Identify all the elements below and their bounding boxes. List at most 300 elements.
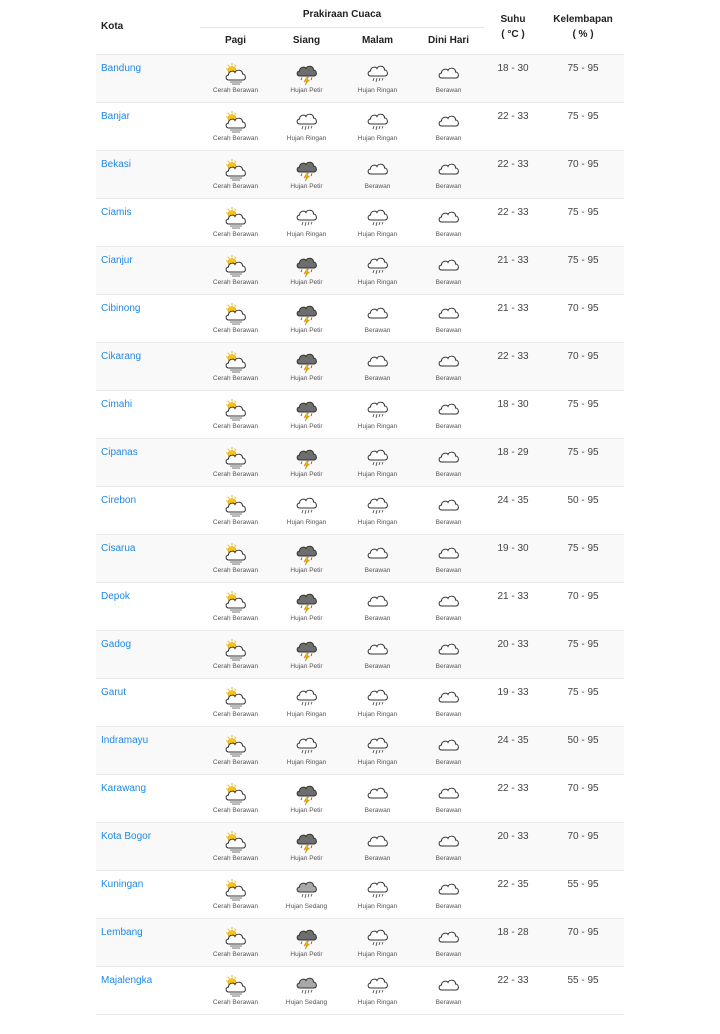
cloudy-icon [365,781,391,805]
light-rain-icon [365,205,391,229]
header-kelembapan [542,0,624,54]
humidity-range: 75 - 95 [567,398,599,410]
cloudy-icon [365,829,391,853]
temperature-range: 18 - 28 [497,926,529,938]
forecast-label: Berawan [435,518,462,526]
forecast-label: Hujan Ringan [286,710,327,718]
city-cell [96,294,200,342]
forecast-label: Hujan Petir [290,374,323,382]
temperature-range: 18 - 30 [497,398,529,410]
forecast-dini-hari-cell [413,486,484,534]
forecast-pagi-cell [200,582,271,630]
table-row [96,918,624,966]
forecast-label: Cerah Berawan [212,662,259,670]
header-kota: Kota [96,0,200,54]
light-rain-icon [365,397,391,421]
city-link[interactable]: Cipanas [101,446,138,458]
table-row [96,966,624,1014]
humidity-range: 50 - 95 [567,734,599,746]
forecast-label: Hujan Ringan [286,230,327,238]
forecast-dini-hari-cell [413,534,484,582]
forecast-pagi-cell [200,438,271,486]
table-row [96,294,624,342]
city-link[interactable]: Cianjur [101,254,133,266]
forecast-dini-hari-cell [413,774,484,822]
forecast-label: Hujan Ringan [357,230,398,238]
partly-cloudy-icon [223,733,249,757]
partly-cloudy-icon [223,157,249,181]
forecast-label: Berawan [435,86,462,94]
forecast-siang-cell [271,294,342,342]
cloudy-icon [365,301,391,325]
forecast-label: Berawan [435,902,462,910]
city-link[interactable]: Bekasi [101,158,132,170]
cloudy-icon [436,493,462,517]
cloudy-icon [365,157,391,181]
humidity-range: 75 - 95 [567,542,599,554]
forecast-label: Cerah Berawan [212,566,259,574]
city-link[interactable]: Cikarang [101,350,142,362]
forecast-dini-hari-cell [413,102,484,150]
forecast-label: Berawan [435,710,462,718]
humidity-range: 55 - 95 [567,974,599,986]
light-rain-icon [365,685,391,709]
city-link[interactable]: Banjar [101,110,130,122]
forecast-malam-cell [342,630,413,678]
temperature-range: 19 - 33 [497,686,529,698]
header-suhu-label: Suhu [500,13,526,25]
forecast-label: Berawan [435,134,462,142]
table-row [96,726,624,774]
forecast-pagi-cell [200,54,271,102]
city-link[interactable]: Indramayu [101,734,149,746]
cloudy-icon [436,109,462,133]
thunderstorm-icon [294,637,320,661]
temperature-range: 18 - 29 [497,446,529,458]
thunderstorm-icon [294,925,320,949]
city-cell [96,726,200,774]
forecast-label: Berawan [435,854,462,862]
cloudy-icon [436,589,462,613]
table-row [96,390,624,438]
temperature-range: 22 - 33 [497,110,529,122]
thunderstorm-icon [294,589,320,613]
forecast-label: Hujan Petir [290,326,323,334]
city-link[interactable]: Kota Bogor [101,830,152,842]
forecast-dini-hari-cell [413,630,484,678]
forecast-label: Hujan Petir [290,662,323,670]
cloudy-icon [436,877,462,901]
temperature-range: 20 - 33 [497,638,529,650]
forecast-label: Cerah Berawan [212,86,259,94]
header-malam: Malam [361,35,394,46]
forecast-pagi-cell [200,678,271,726]
partly-cloudy-icon [223,637,249,661]
forecast-label: Cerah Berawan [212,518,259,526]
table-row [96,54,624,102]
forecast-dini-hari-cell [413,438,484,486]
forecast-label: Hujan Ringan [357,518,398,526]
header-dini-hari: Dini Hari [427,35,470,46]
humidity-range: 70 - 95 [567,782,599,794]
forecast-malam-cell [342,966,413,1014]
cloudy-icon [436,157,462,181]
forecast-pagi-cell [200,534,271,582]
forecast-malam-cell [342,390,413,438]
forecast-label: Hujan Ringan [286,518,327,526]
forecast-pagi-cell [200,246,271,294]
light-rain-icon [365,733,391,757]
cloudy-icon [365,637,391,661]
forecast-label: Cerah Berawan [212,422,259,430]
city-link[interactable]: Gadog [101,638,132,650]
weather-forecast-table-container [96,0,624,1015]
forecast-malam-cell [342,102,413,150]
forecast-label: Berawan [364,854,391,862]
cloudy-icon [436,301,462,325]
forecast-label: Hujan Ringan [357,470,398,478]
city-link[interactable]: Cirebon [101,494,137,506]
forecast-siang-cell [271,438,342,486]
city-link[interactable]: Garut [101,686,127,698]
thunderstorm-icon [294,829,320,853]
partly-cloudy-icon [223,109,249,133]
forecast-malam-cell [342,198,413,246]
table-row [96,102,624,150]
forecast-label: Hujan Ringan [357,422,398,430]
city-cell [96,102,200,150]
moderate-rain-icon [294,877,320,901]
table-row [96,870,624,918]
humidity-range: 70 - 95 [567,590,599,602]
forecast-label: Hujan Ringan [357,134,398,142]
thunderstorm-icon [294,157,320,181]
city-cell [96,486,200,534]
partly-cloudy-icon [223,685,249,709]
forecast-label: Hujan Petir [290,470,323,478]
forecast-label: Hujan Ringan [357,86,398,94]
forecast-pagi-cell [200,102,271,150]
forecast-pagi-cell [200,966,271,1014]
cloudy-icon [365,589,391,613]
partly-cloudy-icon [223,973,249,997]
forecast-dini-hari-cell [413,582,484,630]
light-rain-icon [365,973,391,997]
light-rain-icon [365,253,391,277]
forecast-label: Hujan Petir [290,566,323,574]
table-row [96,534,624,582]
forecast-dini-hari-cell [413,198,484,246]
forecast-label: Berawan [435,998,462,1006]
humidity-range: 75 - 95 [567,638,599,650]
cloudy-icon [436,349,462,373]
forecast-label: Cerah Berawan [212,230,259,238]
forecast-malam-cell [342,486,413,534]
city-cell [96,918,200,966]
forecast-pagi-cell [200,630,271,678]
city-cell [96,870,200,918]
forecast-label: Hujan Petir [290,854,323,862]
temperature-range: 21 - 33 [497,254,529,266]
forecast-malam-cell [342,582,413,630]
forecast-label: Cerah Berawan [212,182,259,190]
city-link[interactable]: Kuningan [101,878,144,890]
thunderstorm-icon [294,253,320,277]
table-body [96,54,624,1014]
cloudy-icon [436,733,462,757]
forecast-malam-cell [342,294,413,342]
city-cell [96,582,200,630]
forecast-label: Hujan Ringan [286,134,327,142]
cloudy-icon [436,781,462,805]
partly-cloudy-icon [223,445,249,469]
city-link[interactable]: Depok [101,590,130,602]
humidity-range: 75 - 95 [567,110,599,122]
header-suhu [484,0,542,54]
city-link[interactable]: Karawang [101,782,147,794]
forecast-label: Cerah Berawan [212,950,259,958]
forecast-label: Hujan Petir [290,806,323,814]
partly-cloudy-icon [223,397,249,421]
table-row [96,630,624,678]
temperature-range: 21 - 33 [497,590,529,602]
humidity-range: 70 - 95 [567,926,599,938]
temperature-range: 22 - 33 [497,158,529,170]
forecast-siang-cell [271,678,342,726]
table-row [96,486,624,534]
forecast-malam-cell [342,534,413,582]
humidity-range: 70 - 95 [567,830,599,842]
forecast-label: Berawan [435,758,462,766]
thunderstorm-icon [294,781,320,805]
city-cell [96,678,200,726]
cloudy-icon [436,829,462,853]
temperature-range: 20 - 33 [497,830,529,842]
forecast-label: Hujan Sedang [285,902,328,910]
forecast-siang-cell [271,630,342,678]
light-rain-icon [365,445,391,469]
forecast-label: Berawan [435,278,462,286]
city-cell [96,630,200,678]
forecast-label: Hujan Ringan [357,710,398,718]
forecast-siang-cell [271,102,342,150]
cloudy-icon [436,541,462,565]
forecast-dini-hari-cell [413,54,484,102]
forecast-dini-hari-cell [413,918,484,966]
humidity-range: 75 - 95 [567,446,599,458]
forecast-label: Hujan Petir [290,86,323,94]
light-rain-icon [365,493,391,517]
city-link[interactable]: Majalengka [101,974,153,986]
forecast-label: Hujan Petir [290,278,323,286]
partly-cloudy-icon [223,925,249,949]
cloudy-icon [436,637,462,661]
temperature-range: 19 - 30 [497,542,529,554]
table-row [96,342,624,390]
temperature-range: 24 - 35 [497,734,529,746]
partly-cloudy-icon [223,877,249,901]
forecast-label: Berawan [435,614,462,622]
forecast-label: Cerah Berawan [212,806,259,814]
forecast-siang-cell [271,150,342,198]
forecast-pagi-cell [200,342,271,390]
partly-cloudy-icon [223,541,249,565]
forecast-label: Cerah Berawan [212,758,259,766]
city-link[interactable]: Bandung [101,62,142,74]
forecast-pagi-cell [200,150,271,198]
forecast-malam-cell [342,822,413,870]
temperature-range: 22 - 33 [497,206,529,218]
forecast-dini-hari-cell [413,294,484,342]
header-suhu-unit: ( °C ) [501,28,525,40]
thunderstorm-icon [294,301,320,325]
light-rain-icon [365,109,391,133]
temperature-range: 22 - 35 [497,878,529,890]
forecast-dini-hari-cell [413,726,484,774]
forecast-dini-hari-cell [413,966,484,1014]
forecast-label: Cerah Berawan [212,278,259,286]
forecast-label: Berawan [364,806,391,814]
forecast-siang-cell [271,870,342,918]
forecast-pagi-cell [200,390,271,438]
forecast-dini-hari-cell [413,678,484,726]
header-pagi: Pagi [224,35,247,46]
forecast-label: Berawan [364,374,391,382]
forecast-malam-cell [342,918,413,966]
header-siang: Siang [292,35,321,46]
city-cell [96,438,200,486]
forecast-dini-hari-cell [413,246,484,294]
humidity-range: 75 - 95 [567,62,599,74]
forecast-label: Berawan [364,662,391,670]
table-row [96,582,624,630]
city-link[interactable]: Lembang [101,926,143,938]
thunderstorm-icon [294,349,320,373]
city-cell [96,342,200,390]
partly-cloudy-icon [223,589,249,613]
cloudy-icon [365,349,391,373]
forecast-label: Berawan [364,614,391,622]
header-kelembapan-unit: ( % ) [572,28,594,40]
table-row [96,150,624,198]
forecast-label: Hujan Petir [290,614,323,622]
forecast-siang-cell [271,822,342,870]
thunderstorm-icon [294,61,320,85]
temperature-range: 22 - 33 [497,782,529,794]
temperature-range: 24 - 35 [497,494,529,506]
city-cell [96,534,200,582]
table-row [96,246,624,294]
forecast-malam-cell [342,726,413,774]
table-row [96,198,624,246]
forecast-label: Berawan [364,566,391,574]
weather-forecast-table [96,0,624,1015]
forecast-malam-cell [342,342,413,390]
forecast-label: Cerah Berawan [212,326,259,334]
forecast-label: Berawan [435,230,462,238]
forecast-malam-cell [342,246,413,294]
forecast-siang-cell [271,54,342,102]
city-link[interactable]: Cimahi [101,398,133,410]
city-cell [96,150,200,198]
thunderstorm-icon [294,445,320,469]
moderate-rain-icon [294,973,320,997]
forecast-siang-cell [271,390,342,438]
forecast-label: Cerah Berawan [212,374,259,382]
city-link[interactable]: Cisarua [101,542,136,554]
humidity-range: 75 - 95 [567,254,599,266]
cloudy-icon [436,925,462,949]
city-cell [96,822,200,870]
light-rain-icon [294,493,320,517]
forecast-siang-cell [271,726,342,774]
header-kelembapan-label: Kelembapan [553,13,613,25]
cloudy-icon [436,205,462,229]
forecast-label: Berawan [435,566,462,574]
forecast-label: Hujan Petir [290,422,323,430]
forecast-label: Berawan [435,374,462,382]
partly-cloudy-icon [223,829,249,853]
forecast-siang-cell [271,246,342,294]
table-header [96,0,624,54]
cloudy-icon [436,445,462,469]
forecast-siang-cell [271,918,342,966]
forecast-siang-cell [271,534,342,582]
cloudy-icon [436,973,462,997]
temperature-range: 21 - 33 [497,302,529,314]
forecast-label: Berawan [435,422,462,430]
forecast-pagi-cell [200,870,271,918]
forecast-malam-cell [342,678,413,726]
partly-cloudy-icon [223,61,249,85]
cloudy-icon [436,61,462,85]
forecast-label: Cerah Berawan [212,614,259,622]
city-cell [96,774,200,822]
forecast-pagi-cell [200,774,271,822]
forecast-label: Berawan [364,182,391,190]
forecast-malam-cell [342,54,413,102]
cloudy-icon [365,541,391,565]
forecast-label: Hujan Ringan [357,902,398,910]
forecast-siang-cell [271,582,342,630]
cloudy-icon [436,253,462,277]
humidity-range: 50 - 95 [567,494,599,506]
light-rain-icon [294,733,320,757]
light-rain-icon [294,205,320,229]
humidity-range: 70 - 95 [567,302,599,314]
header-prakiraan-cuaca: Prakiraan Cuaca [200,0,484,27]
temperature-range: 22 - 33 [497,350,529,362]
forecast-label: Hujan Ringan [286,758,327,766]
forecast-siang-cell [271,198,342,246]
forecast-label: Hujan Ringan [357,758,398,766]
city-link[interactable]: Cibinong [101,302,141,314]
forecast-malam-cell [342,774,413,822]
forecast-dini-hari-cell [413,150,484,198]
forecast-pagi-cell [200,918,271,966]
forecast-siang-cell [271,486,342,534]
forecast-dini-hari-cell [413,390,484,438]
temperature-range: 22 - 33 [497,974,529,986]
forecast-pagi-cell [200,294,271,342]
cloudy-icon [436,685,462,709]
temperature-range: 18 - 30 [497,62,529,74]
forecast-label: Berawan [435,662,462,670]
forecast-malam-cell [342,870,413,918]
partly-cloudy-icon [223,301,249,325]
humidity-range: 70 - 95 [567,350,599,362]
city-link[interactable]: Ciamis [101,206,132,218]
